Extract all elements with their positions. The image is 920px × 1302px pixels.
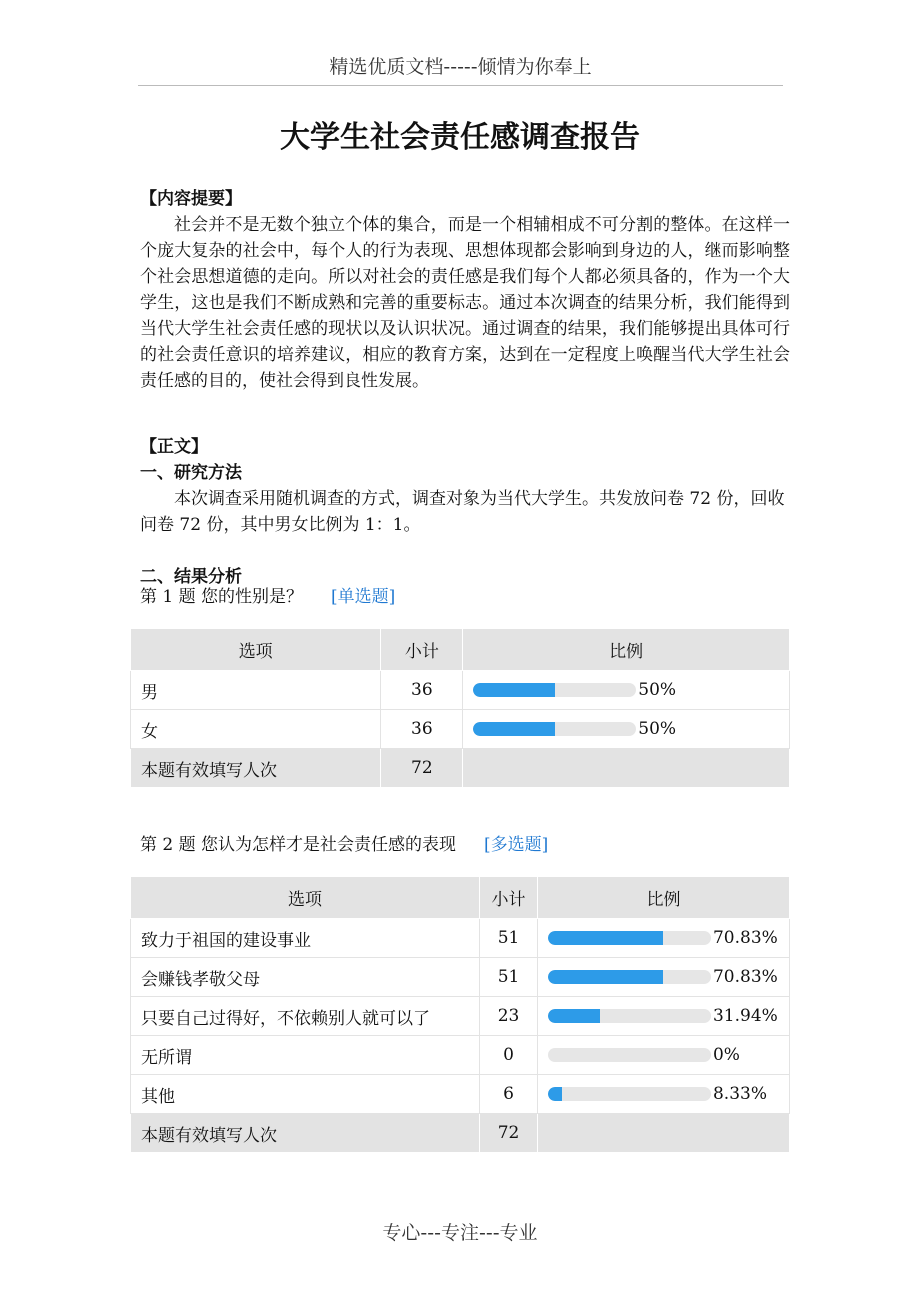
option-label: 无所谓 — [131, 1036, 480, 1075]
option-label: 会赚钱孝敬父母 — [131, 958, 480, 997]
body-section — [140, 434, 790, 590]
option-count: 51 — [480, 919, 538, 958]
table-row — [131, 919, 790, 958]
table-row — [131, 671, 790, 710]
total-count: 72 — [480, 1114, 538, 1153]
q2-type: [多选题] — [484, 835, 549, 855]
total-row — [131, 749, 790, 788]
page-header: 精选优质文档-----倾情为你奉上 — [138, 52, 783, 86]
q2-col-ratio: 比例 — [537, 877, 789, 919]
table-row — [131, 997, 790, 1036]
ratio-percent: 8.33% — [712, 1084, 767, 1104]
summary-heading: 【内容提要】 — [140, 189, 242, 209]
ratio-bar — [548, 1009, 711, 1023]
q1-col-ratio: 比例 — [463, 629, 790, 671]
table-row — [131, 1075, 790, 1114]
total-label: 本题有效填写人次 — [131, 749, 381, 788]
ratio-percent: 31.94% — [712, 1006, 778, 1026]
option-label: 致力于祖国的建设事业 — [131, 919, 480, 958]
option-label: 其他 — [131, 1075, 480, 1114]
option-count: 6 — [480, 1075, 538, 1114]
q1-table — [130, 628, 790, 788]
q1-type: [单选题] — [331, 587, 396, 607]
option-count: 36 — [381, 671, 463, 710]
ratio-bar — [548, 1087, 711, 1101]
option-count: 0 — [480, 1036, 538, 1075]
method-heading: 一、研究方法 — [140, 463, 242, 483]
option-count: 36 — [381, 710, 463, 749]
ratio-bar-fill — [548, 970, 663, 984]
q2-col-count: 小计 — [480, 877, 538, 919]
q1-title — [140, 582, 395, 607]
table-row — [131, 958, 790, 997]
page-footer: 专心---专注---专业 — [382, 1222, 538, 1244]
ratio-bar — [473, 722, 636, 736]
total-label: 本题有效填写人次 — [131, 1114, 480, 1153]
table-row — [131, 1036, 790, 1075]
q1-label: 第 1 题 您的性别是？ — [140, 587, 304, 607]
option-label: 只要自己过得好，不依赖别人就可以了 — [131, 997, 480, 1036]
ratio-bar-fill — [473, 683, 555, 697]
q2-table — [130, 876, 790, 1153]
ratio-bar-fill — [548, 1087, 562, 1101]
body-heading: 【正文】 — [140, 437, 208, 457]
ratio-bar — [548, 931, 711, 945]
q1-col-count: 小计 — [381, 629, 463, 671]
total-row — [131, 1114, 790, 1153]
ratio-bar-fill — [548, 1009, 600, 1023]
ratio-bar-fill — [548, 931, 663, 945]
q2-col-option: 选项 — [131, 877, 480, 919]
option-count: 51 — [480, 958, 538, 997]
method-text: 本次调查采用随机调查的方式，调查对象为当代大学生。共发放问卷 72 份，回收问卷 72 份，其中男女比例为 1：1。 — [140, 489, 785, 535]
option-label: 女 — [131, 710, 381, 749]
q1-col-option: 选项 — [131, 629, 381, 671]
table-row — [131, 710, 790, 749]
option-label: 男 — [131, 671, 381, 710]
ratio-percent: 50% — [638, 719, 677, 739]
ratio-bar — [548, 1048, 711, 1062]
option-count: 23 — [480, 997, 538, 1036]
total-count: 72 — [381, 749, 463, 788]
ratio-bar — [473, 683, 636, 697]
ratio-percent: 70.83% — [712, 967, 778, 987]
ratio-bar-fill — [473, 722, 555, 736]
report-title: 大学生社会责任感调查报告 — [280, 120, 640, 155]
ratio-percent: 70.83% — [712, 928, 778, 948]
summary-text: 社会并不是无数个独立个体的集合，而是一个相辅相成不可分割的整体。在这样一个庞大复杂的社会中，每个人的行为表现、思想体现都会影响到身边的人，继而影响整个社会思想道德的走向。所以对社会的责任感是我们每个人都必须具备的，作为一个大学生，这也是我们不断成熟和完善的重要标志。通过本次调查的结果分析，我们能得到当代大学生社会责任感的现状以及认识状况。通过调查的结果，我们能够提出具体可行的社会责任意识的培养建议，相应的教育方案，达到在一定程度上唤醒当代大学生社会责任感的目的，使社会得到良性发展。 — [140, 215, 790, 391]
ratio-percent: 50% — [638, 680, 677, 700]
q2-label: 第 2 题 您认为怎样才是社会责任感的表现 — [140, 835, 457, 855]
analysis-heading: 二、结果分析 — [140, 567, 242, 587]
q2-title — [140, 830, 548, 855]
ratio-bar — [548, 970, 711, 984]
summary-section — [140, 186, 790, 394]
ratio-percent: 0% — [712, 1045, 740, 1065]
